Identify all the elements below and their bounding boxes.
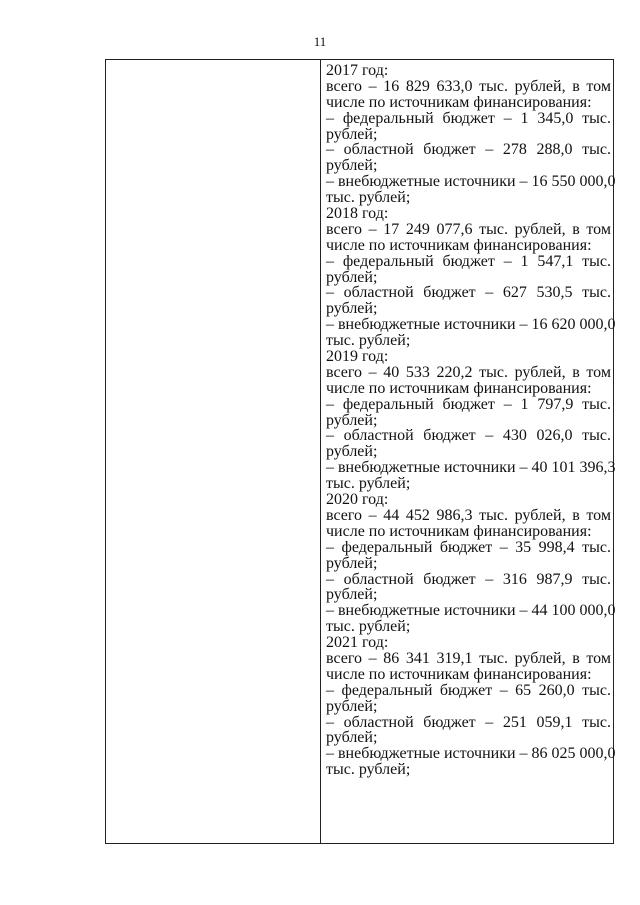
text-line: рублей; xyxy=(326,697,378,715)
text-line: всего – 17 249 077,6 тыс. рублей, в том xyxy=(326,220,611,238)
text-line: – федеральный бюджет – 65 260,0 тыс. xyxy=(326,681,611,699)
text-line: 2019 год: xyxy=(326,348,389,366)
text-line: 2020 год: xyxy=(326,491,389,509)
text-line: всего – 44 452 986,3 тыс. рублей, в том xyxy=(326,506,611,524)
text-line: – областной бюджет – 430 026,0 тыс. xyxy=(326,427,611,445)
text-line: – внебюджетные источники – 44 100 000,0 xyxy=(326,602,616,620)
text-line: 2018 год: xyxy=(326,205,389,223)
text-line: 2017 год: xyxy=(326,62,389,79)
text-line: числе по источникам финансирования: xyxy=(326,236,592,254)
text-line: числе по источникам финансирования: xyxy=(326,93,592,111)
text-line: всего – 16 829 633,0 тыс. рублей, в том xyxy=(326,77,611,95)
text-line: тыс. рублей; xyxy=(326,475,411,493)
text-line: – федеральный бюджет – 35 998,4 тыс. xyxy=(326,538,611,556)
text-line: – внебюджетные источники – 86 025 000,0 xyxy=(326,745,616,763)
funding-table xyxy=(105,59,614,844)
text-line: – внебюджетные источники – 40 101 396,3 xyxy=(326,459,616,477)
text-line: числе по источникам финансирования: xyxy=(326,379,592,397)
page-number: 11 xyxy=(313,34,327,49)
text-line: – областной бюджет – 278 288,0 тыс. xyxy=(326,141,611,159)
text-line: – областной бюджет – 251 059,1 тыс. xyxy=(326,713,611,731)
funding-cell xyxy=(326,62,616,779)
text-line: – областной бюджет – 627 530,5 тыс. xyxy=(326,284,611,302)
text-line: – федеральный бюджет – 1 547,1 тыс. xyxy=(326,252,611,270)
text-line: тыс. рублей; xyxy=(326,618,411,636)
text-line: рублей; xyxy=(326,157,378,175)
column-divider xyxy=(320,60,321,843)
text-line: – внебюджетные источники – 16 620 000,0 xyxy=(326,316,616,334)
text-line: – федеральный бюджет – 1 345,0 тыс. xyxy=(326,109,611,127)
text-line: рублей; xyxy=(326,300,378,318)
text-line: – областной бюджет – 316 987,9 тыс. xyxy=(326,570,611,588)
text-line: рублей; xyxy=(326,729,378,747)
text-line: рублей; xyxy=(326,443,378,461)
text-line: всего – 40 533 220,2 тыс. рублей, в том xyxy=(326,363,611,381)
text-line: 2021 год: xyxy=(326,634,389,652)
text-line: числе по источникам финансирования: xyxy=(326,665,592,683)
text-line: всего – 86 341 319,1 тыс. рублей, в том xyxy=(326,649,611,667)
text-line: тыс. рублей; xyxy=(326,189,411,207)
text-line: рублей; xyxy=(326,586,378,604)
text-line: – внебюджетные источники – 16 550 000,0 xyxy=(326,173,616,191)
text-line: рублей; xyxy=(326,554,378,572)
text-line: числе по источникам финансирования: xyxy=(326,522,592,540)
text-line: тыс. рублей; xyxy=(326,332,411,350)
text-line: тыс. рублей; xyxy=(326,761,411,779)
text-line: – федеральный бюджет – 1 797,9 тыс. xyxy=(326,395,611,413)
text-line: рублей; xyxy=(326,411,378,429)
text-line: рублей; xyxy=(326,125,378,143)
text-line: рублей; xyxy=(326,268,378,286)
